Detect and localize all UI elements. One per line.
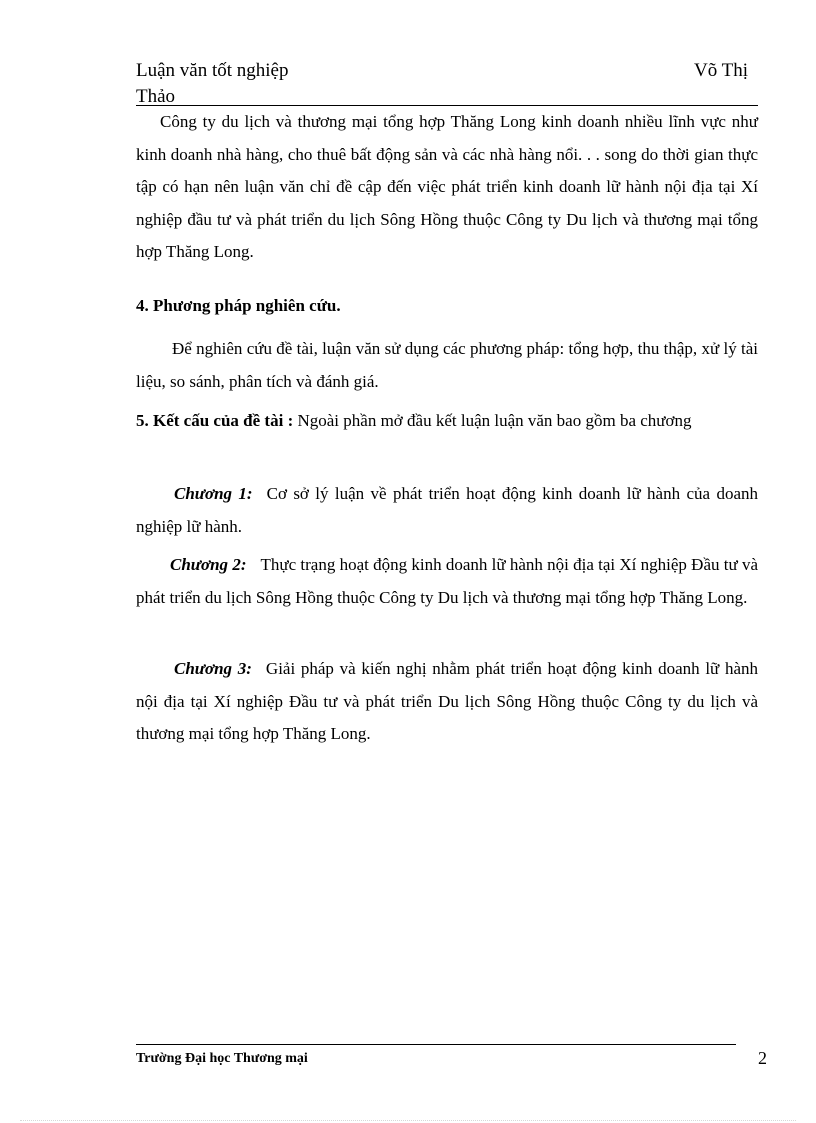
chapter-3-text: Giải pháp và kiến nghị nhằm phát triển hoạt động kinh doanh lữ hành nội địa tại Xí nghiệp Đầu tư và phát triển Du lịch Sông Hồng thuộc Công ty du lịch và thương mại tổng hợp Thăng Long. <box>136 659 759 743</box>
paragraph-company-scope: Công ty du lịch và thương mại tổng hợp Thăng Long kinh doanh nhiều lĩnh vực như kinh doanh nhà hàng, cho thuê bất động sản và các nhà hàng nổi. . . song do thời gian thực tập có hạn nên luận văn chỉ đề cập đến việc phát triển kinh doanh lữ hành nội địa tại Xí nghiệp đầu tư và phát triển du lịch Sông Hồng thuộc Công ty Du lịch và thương mại tổng hợp Thăng Long. <box>136 112 758 261</box>
page-number: 2 <box>758 1048 767 1068</box>
chapter-1-text: Cơ sở lý luận về phát triển hoạt động kinh doanh lữ hành của doanh nghiệp lữ hành. <box>136 484 758 536</box>
header-author-last: Thảo <box>136 86 176 107</box>
section-5-lead: 5. Kết cấu của đề tài : <box>136 411 294 430</box>
page-header-title <box>136 58 289 110</box>
header-author-first: Võ Thị <box>694 60 749 81</box>
chapter-1-item <box>136 478 758 543</box>
chapter-2-label: Chương 2: <box>170 555 247 574</box>
chapter-3-label: Chương 3: <box>174 659 252 678</box>
page-bottom-edge <box>20 1120 796 1121</box>
chapter-3-item <box>136 653 758 751</box>
chapter-2-item <box>136 549 758 614</box>
chapter-2-text: Thực trạng hoạt động kinh doanh lữ hành nội địa tại Xí nghiệp Đầu tư và phát triển du lịch Sông Hồng thuộc Công ty Du lịch và thương mại tổng hợp Thăng Long. <box>136 555 759 607</box>
section-5-text: Ngoài phần mở đầu kết luận luận văn bao gồm ba chương <box>293 411 692 430</box>
paragraph-research-methods: Để nghiên cứu đề tài, luận văn sử dụng các phương pháp: tổng hợp, thu thập, xử lý tài liệu, so sánh, phân tích và đánh giá. <box>136 339 758 391</box>
footer-school-name: Trường Đại học Thương mại <box>136 1051 308 1066</box>
chapter-1-label: Chương 1: <box>174 484 253 503</box>
section-4-heading: 4. Phương pháp nghiên cứu. <box>136 296 341 315</box>
footer-divider <box>136 1044 736 1045</box>
paragraph-structure <box>136 405 758 438</box>
header-title-text: Luận văn tốt nghiệp <box>136 60 289 81</box>
